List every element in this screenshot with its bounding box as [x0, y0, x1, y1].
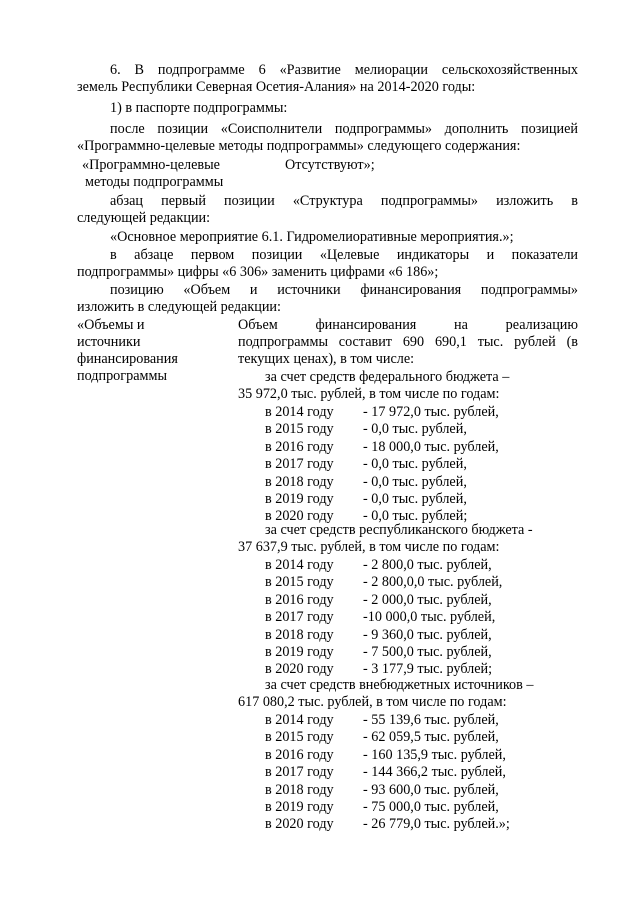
structure-line-2: следующей редакции: — [77, 210, 211, 226]
republic-row-year: в 2016 году — [265, 591, 334, 608]
intro-line-2: земель Республики Северная Осетия-Алания» на 2014-2020 годы: — [77, 79, 476, 95]
republic-row-year: в 2019 году — [265, 644, 334, 660]
federal-row-year: в 2020 году — [265, 508, 334, 525]
republic-row-year: в 2014 году — [265, 557, 334, 573]
federal-row-year: в 2018 году — [265, 473, 334, 490]
extra-row-amount: - 75 000,0 тыс. рублей, — [363, 799, 499, 815]
insert-label-line-1: «Программно-целевые — [82, 157, 220, 173]
federal-row-amount: - 18 000,0 тыс. рублей, — [363, 438, 499, 455]
federal-row-amount: - 17 972,0 тыс. рублей, — [363, 404, 499, 420]
volume-position-line-1: позицию «Объем и источники финансирования подпрограммы» — [110, 282, 578, 298]
extra-row-year: в 2019 году — [265, 799, 334, 815]
federal-row-year: в 2019 году — [265, 491, 334, 507]
republic-head-1: за счет средств республиканского бюджета - — [265, 522, 533, 538]
insert-value: Отсутствуют»; — [285, 157, 375, 173]
federal-head-2: 35 972,0 тыс. рублей, в том числе по годам: — [238, 386, 500, 402]
extra-row-amount: - 55 139,6 тыс. рублей, — [363, 712, 499, 728]
republic-row-amount: - 9 360,0 тыс. рублей, — [363, 626, 492, 643]
table-left-line-1: «Объемы и — [77, 317, 145, 333]
extra-row-year: в 2014 году — [265, 712, 334, 728]
republic-row-amount: - 7 500,0 тыс. рублей, — [363, 644, 492, 660]
extra-row-year: в 2015 году — [265, 729, 334, 746]
table-left-line-3: финансирования — [77, 351, 178, 367]
insert-label-line-2: методы подпрограммы — [85, 174, 224, 190]
federal-row-year: в 2017 году — [265, 456, 334, 473]
table-right-intro-1: Объем финансирования на реализацию — [238, 317, 578, 333]
republic-head-2: 37 637,9 тыс. рублей, в том числе по годам: — [238, 539, 500, 555]
extra-row-year: в 2020 году — [265, 816, 334, 833]
federal-head-1: за счет средств федерального бюджета – — [265, 369, 510, 385]
after-position-line-1: после позиции «Соисполнители подпрограммы» дополнить позицией — [110, 121, 578, 137]
republic-row-year: в 2020 году — [265, 661, 334, 678]
republic-row-amount: - 2 800,0,0 тыс. рублей, — [363, 574, 503, 591]
republic-row-year: в 2015 году — [265, 574, 334, 591]
table-left-line-2: источники — [77, 334, 141, 350]
federal-row-amount: - 0,0 тыс. рублей, — [363, 456, 467, 473]
republic-row-amount: - 2 800,0 тыс. рублей, — [363, 557, 492, 573]
extra-row-amount: - 26 779,0 тыс. рублей.»; — [363, 816, 510, 833]
after-position-line-2: «Программно-целевые методы подпрограммы» следующего содержания: — [77, 138, 521, 154]
republic-row-year: в 2018 году — [265, 626, 334, 643]
indicators-line-1: в абзаце первом позиции «Целевые индикаторы и показатели — [110, 247, 578, 263]
extra-row-amount: - 144 366,2 тыс. рублей, — [363, 764, 506, 781]
table-right-intro-2: подпрограммы составит 690 690,1 тыс. рублей (в — [238, 334, 578, 350]
table-left-line-4: подпрограммы — [77, 368, 167, 384]
structure-line-3: «Основное мероприятие 6.1. Гидромелиоративные мероприятия.»; — [110, 229, 514, 245]
federal-row-year: в 2014 году — [265, 404, 334, 420]
extra-row-amount: - 93 600,0 тыс. рублей, — [363, 781, 499, 798]
federal-row-year: в 2016 году — [265, 438, 334, 455]
republic-row-amount: -10 000,0 тыс. рублей, — [363, 609, 496, 626]
republic-row-amount: - 2 000,0 тыс. рублей, — [363, 591, 492, 608]
federal-row-amount: - 0,0 тыс. рублей, — [363, 473, 467, 490]
volume-position-line-2: изложить в следующей редакции: — [77, 299, 281, 315]
item-1: 1) в паспорте подпрограммы: — [110, 100, 288, 116]
federal-row-amount: - 0,0 тыс. рублей, — [363, 491, 467, 507]
republic-row-amount: - 3 177,9 тыс. рублей; — [363, 661, 493, 678]
extra-row-year: в 2017 году — [265, 764, 334, 781]
federal-row-amount: - 0,0 тыс. рублей; — [363, 508, 468, 525]
federal-row-amount: - 0,0 тыс. рублей, — [363, 421, 467, 438]
federal-row-year: в 2015 году — [265, 421, 334, 438]
extra-head-1: за счет средств внебюджетных источников – — [265, 677, 534, 693]
extra-row-amount: - 62 059,5 тыс. рублей, — [363, 729, 499, 746]
indicators-line-2: подпрограммы» цифры «6 306» заменить цифрами «6 186»; — [77, 264, 439, 280]
structure-line-1: абзац первый позиции «Структура подпрограммы» изложить в — [110, 193, 578, 209]
extra-head-2: 617 080,2 тыс. рублей, в том числе по годам: — [238, 694, 507, 710]
extra-row-year: в 2016 году — [265, 746, 334, 763]
extra-row-year: в 2018 году — [265, 781, 334, 798]
republic-row-year: в 2017 году — [265, 609, 334, 626]
intro-line-1: 6. В подпрограмме 6 «Развитие мелиорации сельскохозяйственных — [110, 62, 578, 78]
extra-row-amount: - 160 135,9 тыс. рублей, — [363, 746, 506, 763]
table-right-intro-3: текущих ценах), в том числе: — [238, 351, 415, 367]
